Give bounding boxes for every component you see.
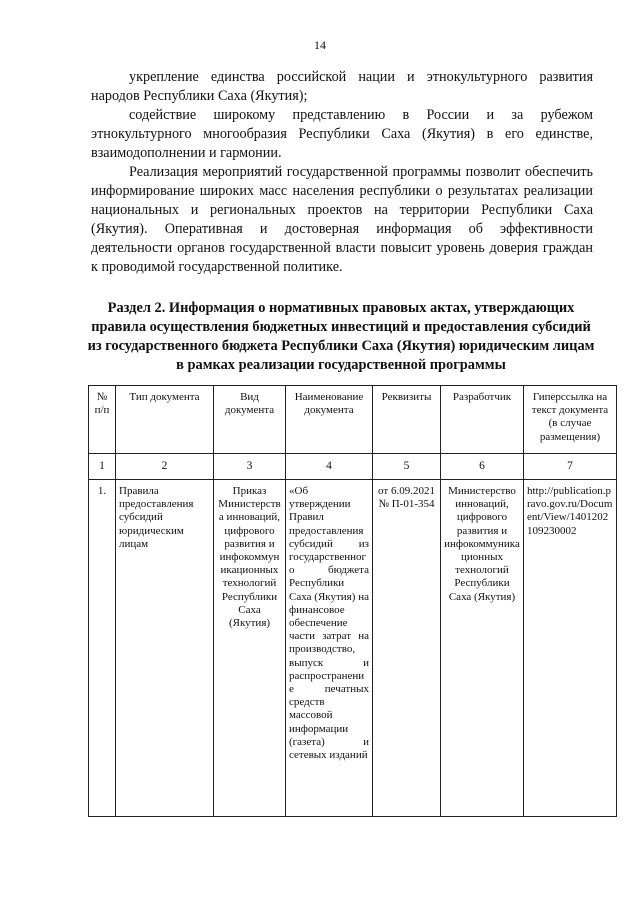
row-kind: Приказ Министерства инноваций, цифрового развития и инфокоммуникационных технологий Республики Саха (Якутия) xyxy=(214,480,286,817)
header-doc-type: Тип документа xyxy=(116,386,214,454)
row-num: 1. xyxy=(89,480,116,817)
column-number: 4 xyxy=(286,454,373,480)
header-developer: Разработчик xyxy=(441,386,524,454)
paragraph: Реализация мероприятий государственной программы позволит обеспечить информирование широких масс населения республики о результатах реализации национальных и региональных проектов на территории Республики Саха (Якутия). Оперативная и достоверная информация об эффективности деятельности органов государственной власти повысит уровень доверия граждан к проводимой государственной политике. xyxy=(91,164,593,275)
page-number: 14 xyxy=(314,38,326,52)
paragraph: укрепление единства российской нации и этнокультурного развития народов Республики Саха (Якутия); xyxy=(91,69,593,104)
row-requisites: от 6.09.2021 № П-01-354 xyxy=(373,480,441,817)
row-developer: Министерство инноваций, цифрового развития и инфокоммуникационных технологий Республики Саха (Якутия) xyxy=(441,480,524,817)
section-heading: Раздел 2. Информация о нормативных правовых актах, утверждающих правила осуществления бюджетных инвестиций и предоставления субсидий из государственного бюджета Республики Саха (Якутия) юридическим лицам в рамках реализации государственной программы xyxy=(87,300,595,373)
header-num: № п/п xyxy=(89,386,116,454)
column-number: 7 xyxy=(524,454,617,480)
paragraph: содействие широкому представлению в России и за рубежом этнокультурного многообразия Республики Саха (Якутия) в его единстве, взаимодополнении и гармонии. xyxy=(91,107,593,161)
row-doc-type: Правила предоставления субсидий юридическим лицам xyxy=(116,480,214,817)
column-number: 2 xyxy=(116,454,214,480)
row-name: «Об утверждении Правил предоставления субсидий из государственного бюджета Республики Саха (Якутия) на финансовое обеспечение части затрат на производство, выпуск и распространение печатных средств массовой информации (газета) и сетевых изданий xyxy=(286,480,373,817)
column-number: 1 xyxy=(89,454,116,480)
header-link: Гиперссылка на текст документа (в случае размещения) xyxy=(524,386,617,454)
header-kind: Вид документа xyxy=(214,386,286,454)
header-requisites: Реквизиты xyxy=(373,386,441,454)
table-row xyxy=(89,480,617,817)
header-name: Наименование документа xyxy=(286,386,373,454)
table-header-row xyxy=(89,386,617,454)
column-number: 5 xyxy=(373,454,441,480)
column-number: 6 xyxy=(441,454,524,480)
regulatory-acts-table xyxy=(88,385,617,817)
column-number-row xyxy=(89,454,617,480)
column-number: 3 xyxy=(214,454,286,480)
row-link[interactable]: http://publication.pravo.gov.ru/Document/View/1401202109230002 xyxy=(524,480,617,817)
body-text xyxy=(91,68,593,277)
